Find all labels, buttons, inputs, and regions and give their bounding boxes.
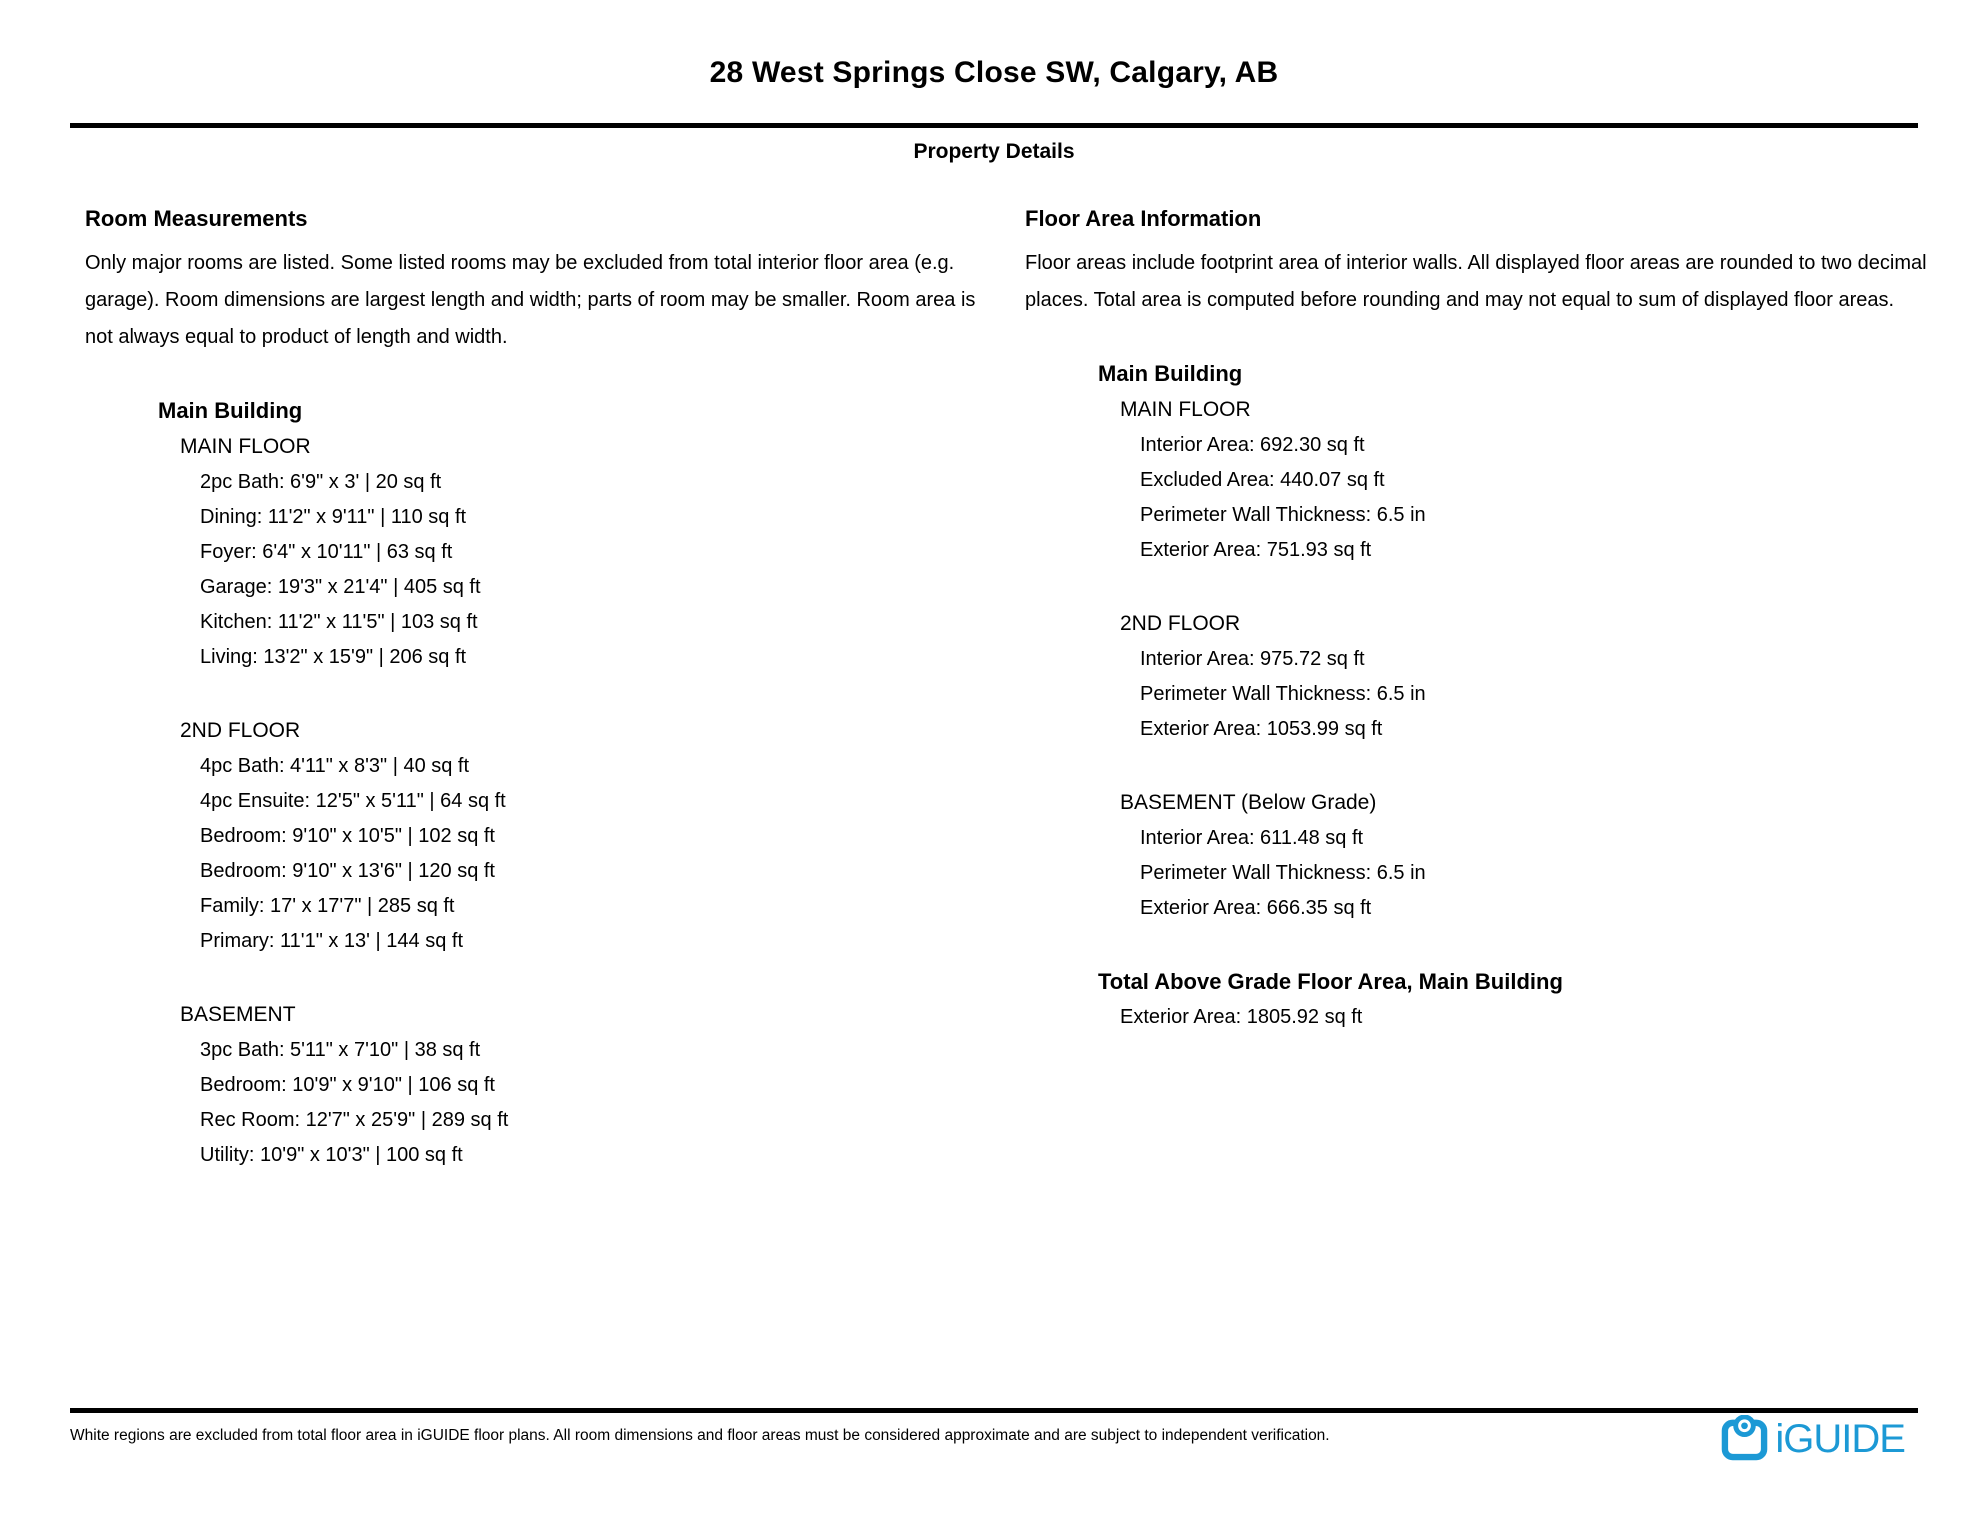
room-line: Garage: 19'3" x 21'4" | 405 sq ft [200,576,481,598]
header-divider [70,123,1918,128]
floor-area-information-section [1025,205,1940,1035]
area-basement [1120,785,1940,926]
area-main-floor [1120,392,1940,568]
area-stat-line: Exterior Area: 666.35 sq ft [1140,897,1372,919]
floor-2nd-floor [180,713,995,959]
total-above-grade-value: Exterior Area: 1805.92 sq ft [1120,1006,1363,1028]
floor-area-building [1098,356,1940,926]
floor-area-heading: Floor Area Information [1025,206,1262,231]
building-name: Main Building [1098,361,1243,386]
building-name: Main Building [158,398,303,423]
area-stat-line: Perimeter Wall Thickness: 6.5 in [1140,862,1426,884]
room-line: Bedroom: 9'10" x 13'6" | 120 sq ft [200,860,495,882]
room-line: 4pc Ensuite: 12'5" x 5'11" | 64 sq ft [200,790,506,812]
area-stat-line: Interior Area: 975.72 sq ft [1140,648,1365,670]
iguide-camera-icon [1721,1415,1768,1462]
iguide-logo [1721,1415,1905,1462]
footer-divider [70,1408,1918,1413]
room-line: Family: 17' x 17'7" | 285 sq ft [200,895,455,917]
room-measurements-building [158,393,995,1173]
iguide-logo-text: iGUIDE [1775,1416,1905,1461]
area-stat-line: Interior Area: 692.30 sq ft [1140,434,1365,456]
room-measurements-heading: Room Measurements [85,206,308,231]
room-line: Living: 13'2" x 15'9" | 206 sq ft [200,646,467,668]
room-line: 2pc Bath: 6'9" x 3' | 20 sq ft [200,471,442,493]
area-stat-line: Perimeter Wall Thickness: 6.5 in [1140,683,1426,705]
floor-name: BASEMENT (Below Grade) [1120,791,1377,814]
room-line: Rec Room: 12'7" x 25'9" | 289 sq ft [200,1109,509,1131]
area-2nd-floor [1120,606,1940,747]
floor-name: MAIN FLOOR [180,435,311,458]
room-line: Dining: 11'2" x 9'11" | 110 sq ft [200,506,467,528]
room-measurements-description: Only major rooms are listed. Some listed rooms may be excluded from total interior floor area (e.g. garage). Room dimensions are largest length and width; parts of room may be smaller. Room area is not always equal to product of length and width. [85,252,976,348]
footer-disclaimer: White regions are excluded from total floor area in iGUIDE floor plans. All room dimensions and floor areas must be considered approximate and are subject to independent verification. [70,1427,1330,1444]
room-line: 4pc Bath: 4'11" x 8'3" | 40 sq ft [200,755,470,777]
floor-name: 2ND FLOOR [1120,612,1241,635]
page-subtitle: Property Details [913,140,1075,163]
floor-basement [180,997,995,1173]
room-line: Bedroom: 10'9" x 9'10" | 106 sq ft [200,1074,495,1096]
total-above-grade-heading: Total Above Grade Floor Area, Main Building [1098,969,1563,994]
room-line: Kitchen: 11'2" x 11'5" | 103 sq ft [200,611,478,633]
floor-area-description: Floor areas include footprint area of interior walls. All displayed floor areas are rounded to two decimal places. Total area is computed before rounding and may not equal to sum of displayed floor areas. [1025,252,1927,311]
total-above-grade-block [1098,964,1940,1035]
room-measurements-section [85,205,995,1211]
area-stat-line: Exterior Area: 751.93 sq ft [1140,539,1372,561]
area-stat-line: Exterior Area: 1053.99 sq ft [1140,718,1383,740]
room-line: Utility: 10'9" x 10'3" | 100 sq ft [200,1144,463,1166]
room-line: 3pc Bath: 5'11" x 7'10" | 38 sq ft [200,1039,481,1061]
room-line: Foyer: 6'4" x 10'11" | 63 sq ft [200,541,453,563]
floor-name: BASEMENT [180,1003,296,1026]
room-line: Primary: 11'1" x 13' | 144 sq ft [200,930,464,952]
area-stat-line: Excluded Area: 440.07 sq ft [1140,469,1385,491]
floor-main-floor [180,429,995,675]
page-title: 28 West Springs Close SW, Calgary, AB [709,56,1279,89]
room-line: Bedroom: 9'10" x 10'5" | 102 sq ft [200,825,495,847]
floor-name: MAIN FLOOR [1120,398,1251,421]
area-stat-line: Interior Area: 611.48 sq ft [1140,827,1364,849]
area-stat-line: Perimeter Wall Thickness: 6.5 in [1140,504,1426,526]
floor-name: 2ND FLOOR [180,719,301,742]
